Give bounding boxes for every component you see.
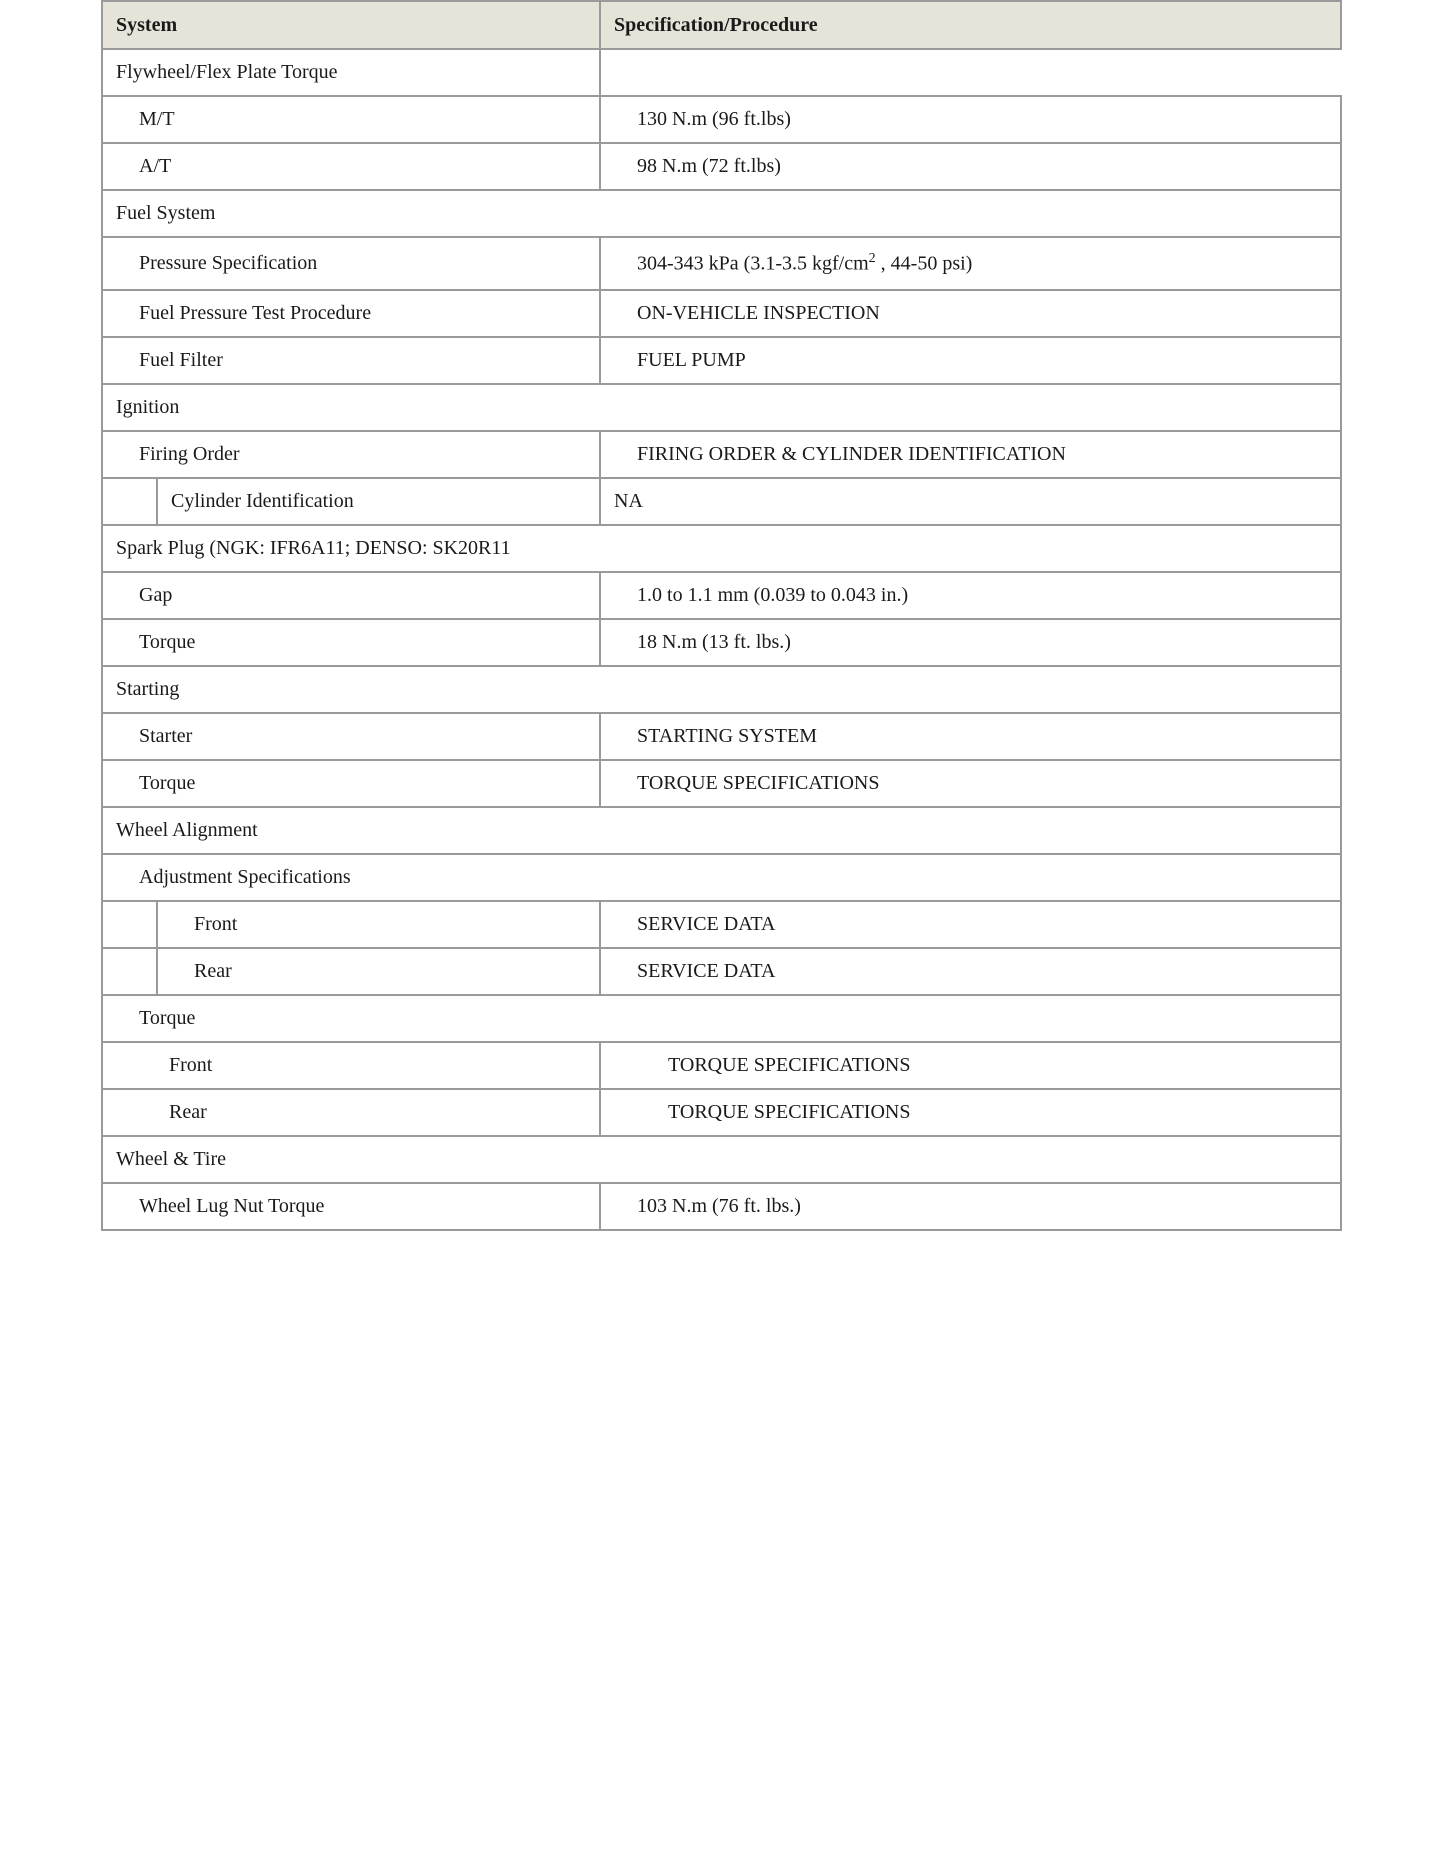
header-system: System xyxy=(102,1,600,49)
subsection-label: Torque xyxy=(102,995,1341,1042)
item-value: ON-VEHICLE INSPECTION xyxy=(600,290,1341,337)
section-label: Fuel System xyxy=(102,190,1341,237)
item-value xyxy=(600,237,1341,290)
item-label: Torque xyxy=(102,760,600,807)
table-row xyxy=(102,572,1341,619)
table-row xyxy=(102,525,1341,572)
subsection-label: Adjustment Specifications xyxy=(102,854,1341,901)
table-row xyxy=(102,1042,1341,1089)
item-value: 103 N.m (76 ft. lbs.) xyxy=(600,1183,1341,1230)
table-row xyxy=(102,1089,1341,1136)
section-label: Flywheel/Flex Plate Torque xyxy=(102,49,600,96)
table-row xyxy=(102,384,1341,431)
item-value: 130 N.m (96 ft.lbs) xyxy=(600,96,1341,143)
table-row xyxy=(102,619,1341,666)
indent-cell xyxy=(102,901,157,948)
item-label: Torque xyxy=(102,619,600,666)
section-label: Ignition xyxy=(102,384,1341,431)
section-label: Wheel Alignment xyxy=(102,807,1341,854)
item-value: FIRING ORDER & CYLINDER IDENTIFICATION xyxy=(600,431,1341,478)
table-row xyxy=(102,237,1341,290)
table-row xyxy=(102,96,1341,143)
table-row xyxy=(102,1136,1341,1183)
indent-cell xyxy=(102,478,157,525)
subitem-label: Rear xyxy=(157,948,600,995)
item-label: M/T xyxy=(102,96,600,143)
item-label: Gap xyxy=(102,572,600,619)
table-row xyxy=(102,901,1341,948)
item-value: 98 N.m (72 ft.lbs) xyxy=(600,143,1341,190)
item-label: Firing Order xyxy=(102,431,600,478)
item-label: A/T xyxy=(102,143,600,190)
indent-cell xyxy=(102,948,157,995)
table-row xyxy=(102,431,1341,478)
item-label: Fuel Pressure Test Procedure xyxy=(102,290,600,337)
table-row xyxy=(102,337,1341,384)
subitem-label: Cylinder Identification xyxy=(157,478,600,525)
item-value: STARTING SYSTEM xyxy=(600,713,1341,760)
item-value: TORQUE SPECIFICATIONS xyxy=(600,1042,1341,1089)
section-label: Wheel & Tire xyxy=(102,1136,1341,1183)
table-body xyxy=(102,49,1341,1230)
value-text: , 44-50 psi) xyxy=(875,252,973,275)
item-label: Pressure Specification xyxy=(102,237,600,290)
value-text: 304-343 kPa (3.1-3.5 kgf/cm xyxy=(637,252,869,275)
table-row xyxy=(102,190,1341,237)
item-label: Starter xyxy=(102,713,600,760)
specification-table xyxy=(101,0,1342,1231)
table-row xyxy=(102,948,1341,995)
item-label: Fuel Filter xyxy=(102,337,600,384)
item-value: TORQUE SPECIFICATIONS xyxy=(600,1089,1341,1136)
item-label: Rear xyxy=(102,1089,600,1136)
table-row xyxy=(102,1183,1341,1230)
table-row xyxy=(102,49,1341,96)
value-superscript: 2 xyxy=(868,251,876,267)
item-value: 18 N.m (13 ft. lbs.) xyxy=(600,619,1341,666)
table-row xyxy=(102,666,1341,713)
item-label: Front xyxy=(102,1042,600,1089)
item-label: Wheel Lug Nut Torque xyxy=(102,1183,600,1230)
item-value: SERVICE DATA xyxy=(600,948,1341,995)
table-row xyxy=(102,807,1341,854)
table-row xyxy=(102,854,1341,901)
table-header-row xyxy=(102,1,1341,49)
section-label: Starting xyxy=(102,666,1341,713)
item-value: 1.0 to 1.1 mm (0.039 to 0.043 in.) xyxy=(600,572,1341,619)
table-row xyxy=(102,143,1341,190)
subitem-label: Front xyxy=(157,901,600,948)
item-value: SERVICE DATA xyxy=(600,901,1341,948)
table-row xyxy=(102,713,1341,760)
table-row xyxy=(102,290,1341,337)
table-row xyxy=(102,995,1341,1042)
table-row xyxy=(102,760,1341,807)
item-value: NA xyxy=(600,478,1341,525)
item-value: TORQUE SPECIFICATIONS xyxy=(600,760,1341,807)
table-row xyxy=(102,478,1341,525)
header-specification: Specification/Procedure xyxy=(600,1,1341,49)
item-value: FUEL PUMP xyxy=(600,337,1341,384)
section-label: Spark Plug (NGK: IFR6A11; DENSO: SK20R11 xyxy=(102,525,1341,572)
empty-cell xyxy=(600,49,1341,96)
